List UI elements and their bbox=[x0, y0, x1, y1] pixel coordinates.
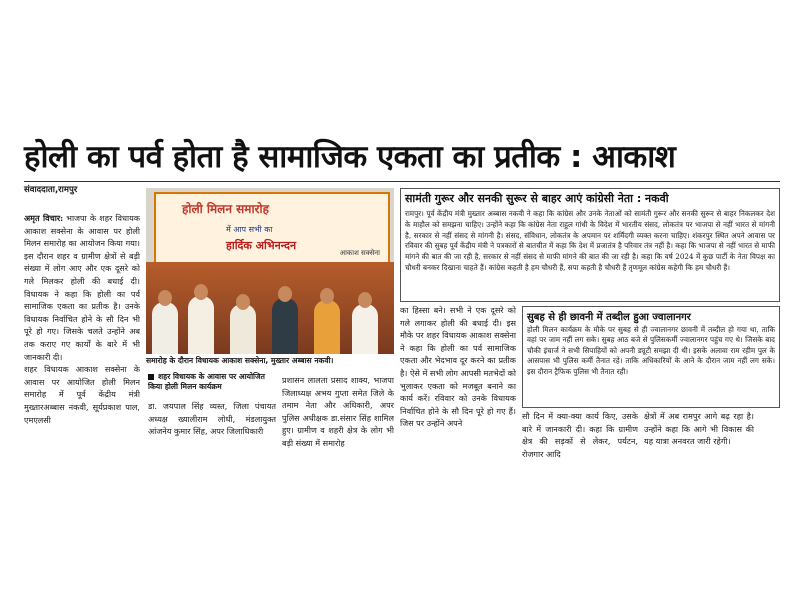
article-headline: होली का पर्व होता है सामाजिक एकता का प्रतीक : आकाश bbox=[24, 139, 676, 175]
column-5 bbox=[522, 410, 638, 472]
jwalanagar-box-text: होली मिलन कार्यक्रम के मौके पर सुबह से ही ज्वालानगर छावनी में तब्दील हो गया था, ताकि वहां पर जाम नहीं लग सके। सुबह आठ बजे से पुलिसकर्मी ज्वालानगर पहुंच गए थे। जिसके बाद चौकी इंचार्ज ने सभी सिपाहियों को अपनी ड्यूटी समझा दी थी। इसके अलावा राम रहीम पुल के आसपास भी पुलिस कर्मी तैनात रहे। ताकि अधिकारियों के आने के दौरान जाम नहीं लग सके। इस दौरान ट्रैफिक पुलिस भी तैनात रही। bbox=[527, 325, 775, 376]
sub-headline bbox=[148, 372, 276, 392]
column-3-bottom bbox=[282, 374, 394, 472]
column-1 bbox=[24, 212, 140, 472]
banner-name: आकाश सक्सेना bbox=[339, 249, 380, 257]
nakvi-box-text: रामपुर। पूर्व केंद्रीय मंत्री मुख्तार अब्बास नकवी ने कहा कि कांग्रेस और उनके नेताओं को सामंती गुरूर और सनकी सुरूर से बाहर निकलकर देश के माहौल को समझना चाहिए। उन्होंने कहा कि कांग्रेस नेता राहुल गांधी के विदेश में भारतीय संसद, लोकतंत्र पर भाजपा से नहीं भारत से मांगनी है, सरकार से नहीं संसद से मांगनी है। संसद, संविधान, लोकतंत्र के अपमान पर शर्मिंदगी व्यक्त करना चाहिए। शंकरपुर स्थित अपने आवास पर रविवार की सुबह पूर्व केंद्रीय मंत्री ने पत्रकारों से बातचीत में कहा कि देश में प्रजातंत्र है परिवार तंत्र नहीं है। कहा कि भाजपा से नहीं भारत से माफी मांगने की बात की जा रही है, सरकार से नहीं संसद से माफी मांगने की बात की जा रही है। कहा कि वर्ष 2024 में कुछ पार्टी के नेता विपक्ष का चौधरी बनकर दिखाना चाहते हैं। कांग्रेस कहती है हम चौधरी हैं, सपा कहती है चौधरी हैं तृणमूल कांग्रेस कहेगी कि हम चौधरी हैं। bbox=[405, 209, 775, 272]
person-3 bbox=[230, 304, 256, 354]
person-3-head bbox=[236, 294, 250, 310]
column-6 bbox=[644, 410, 754, 472]
lead-label: अमृत विचार: bbox=[24, 213, 64, 223]
nakvi-box bbox=[400, 188, 780, 302]
jwalanagar-box-title: सुबह से ही छावनी में तब्दील हुआ ज्वालानगर bbox=[527, 312, 691, 323]
column-4-text: का हिस्सा बने। सभी ने एक दूसरे को गले लगाकर होली की बधाई दी। इस मौके पर शहर विधायक आकाश सक्सेना ने कहा कि होली का पर्व सामाजिक एकता और भेदभाव दूर करने का प्रतीक है। ऐसे में सभी लोग आपसी मतभेदों को भुलाकर एकता को मजबूत बनाने का कार्य करें। रविवार को उनके विधायक निर्वाचित होने के सौ दिन पूरे हो गए हैं। जिस पर उन्होंने अपने bbox=[400, 305, 516, 429]
nakvi-box-title: सामंती गुरूर और सनकी सुरूर से बाहर आएं कांग्रेसी नेता : नकवी bbox=[405, 192, 669, 205]
column-1-text-2: शहर विधायक आकाश सक्सेना के आवास पर आयोजित होली मिलन समारोह में पूर्व केंद्रीय मंत्री मुख्तारअब्बास नकवी, सूर्यप्रकाश पाल, एमएलसी bbox=[24, 364, 140, 425]
column-5-text: सौ दिन में क्या-क्या कार्य किए, उसके बारे में जानकारी दी। कहा कि ग्रामीण क्षेत्र की सड़कों से लेकर, पर्यटन, रोजगार आदि bbox=[522, 411, 638, 459]
photo-caption: समारोह के दौरान विधायक आकाश सक्सेना, मुख्तार अब्बास नकवी। bbox=[146, 356, 334, 365]
sub-headline-text: शहर विधायक के आवास पर आयोजित किया होली मिलन कार्यक्रम bbox=[148, 372, 265, 391]
dateline: संवाददाता,रामपुर bbox=[24, 185, 78, 195]
headline-rule bbox=[24, 181, 780, 182]
event-banner bbox=[154, 192, 390, 264]
event-photo bbox=[146, 188, 394, 354]
column-6-text: क्षेत्रों में अब रामपुर आगे बढ़ रहा है। उन्होंने कहा कि आगे भी विकास की यह यात्रा अनवरत जारी रहेगी। bbox=[644, 411, 754, 447]
jwalanagar-box bbox=[522, 306, 780, 408]
person-5 bbox=[314, 300, 340, 354]
column-1-text-1: भाजपा के शहर विधायक आकाश सक्सेना के आवास पर होली मिलन समारोह का आयोजन किया गया। इस दौरान शहर व ग्रामीण क्षेत्रों से बड़ी संख्या में लोग आए और एक दूसरे को गले मिलकर होली की बधाई दी। विधायक ने कहा कि होली का पर्व सामाजिक एकता का प्रतीक है। उनके विधायक निर्वाचित होने के सौ दिन भी पूरे हो गए। जिसके चलते उन्होंने अब तक कराए गए कार्यों के बारे में भी जानकारी दी। bbox=[24, 213, 140, 362]
column-4 bbox=[400, 304, 516, 472]
people-group bbox=[146, 262, 394, 354]
banner-title: होली मिलन समारोह bbox=[182, 202, 269, 216]
person-5-head bbox=[320, 288, 334, 304]
column-2-bottom-text: डा. जयपाल सिंह व्यस्त, जिला पंचायत अध्यक्ष ख्यालीराम लोधी, मंडलायुक्त आंजनेय कुमार सिंह, अपर जिलाधिकारी bbox=[148, 401, 276, 437]
person-1-head bbox=[158, 290, 172, 306]
column-2-bottom bbox=[148, 400, 276, 472]
bullet-icon bbox=[148, 374, 154, 380]
person-6 bbox=[352, 304, 378, 354]
person-1 bbox=[152, 302, 178, 354]
banner-subtitle-2: हार्दिक अभिनन्दन bbox=[226, 239, 297, 252]
person-2-head bbox=[194, 284, 208, 300]
person-2 bbox=[188, 296, 214, 354]
person-6-head bbox=[358, 292, 372, 308]
column-3-bottom-text: प्रशासन लालता प्रसाद शाक्य, भाजपा जिलाध्यक्ष अभय गुप्ता समेत जिले के तमाम नेता और अधिकारी, अपर पुलिस अधीक्षक डा.संसार सिंह शामिल हुए। ग्रामीण व शहरी क्षेत्र के लोग भी बड़ी संख्या में समारोह bbox=[282, 375, 394, 448]
person-4-head bbox=[278, 286, 292, 302]
banner-subtitle-1: में आप सभी का bbox=[226, 225, 273, 234]
news-article bbox=[22, 134, 780, 472]
person-4 bbox=[272, 298, 298, 354]
